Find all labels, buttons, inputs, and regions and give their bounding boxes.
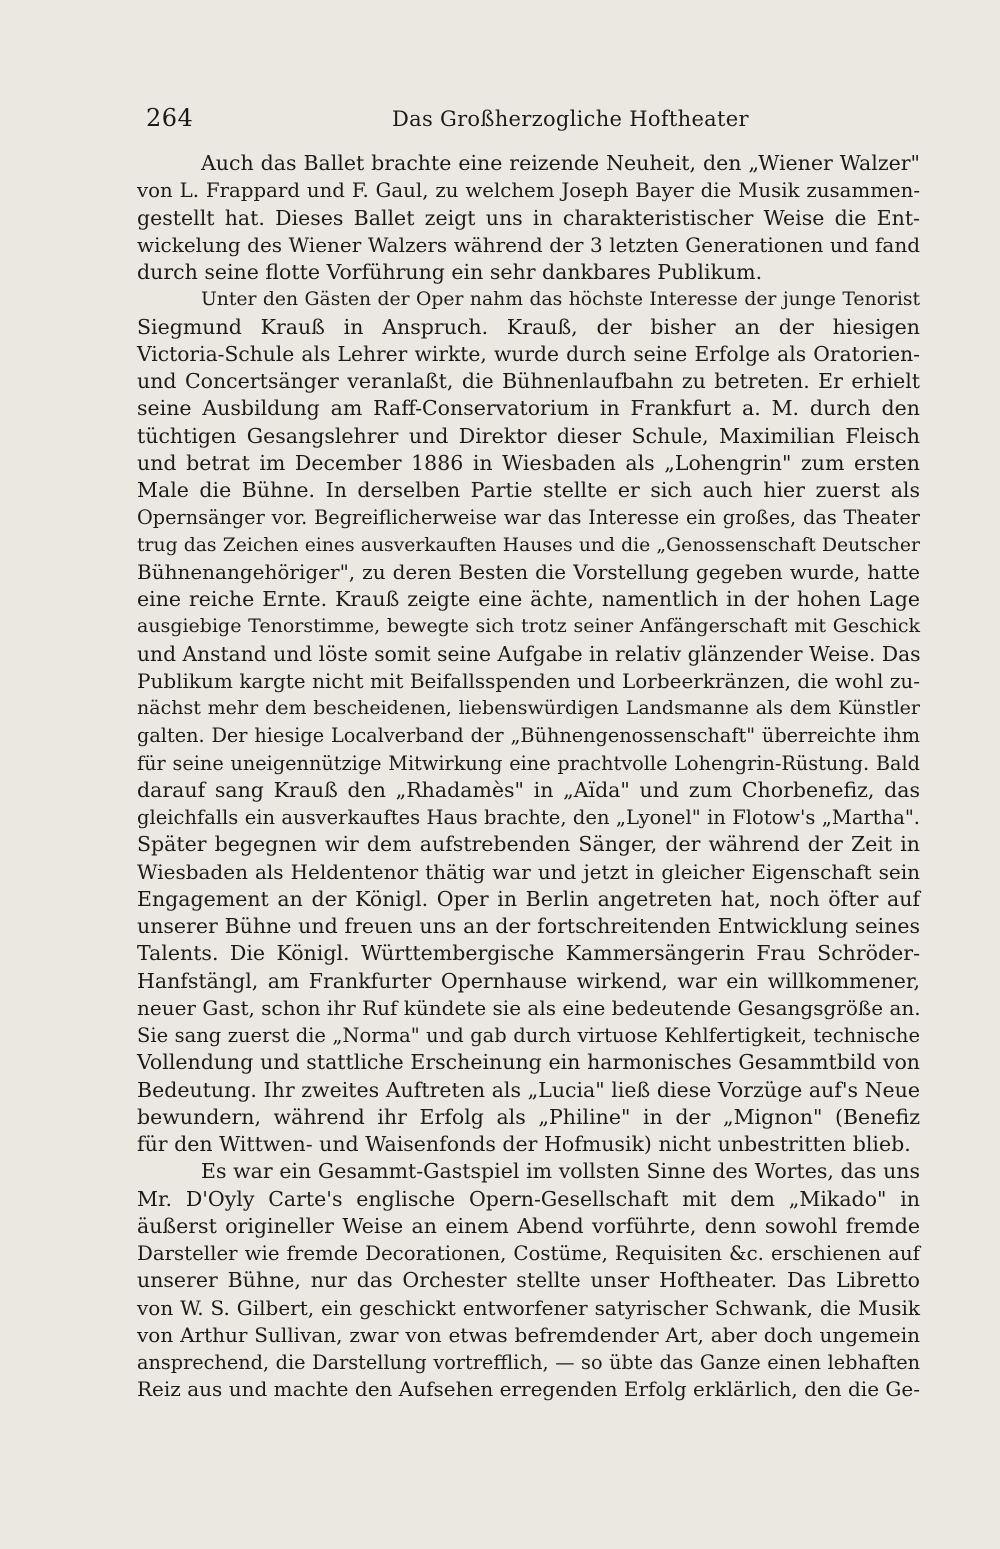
text-line: unserer Bühne und freuen uns an der fortschreitenden Entwicklung seines [137, 914, 920, 938]
page-number: 264 [146, 104, 194, 132]
text-line: für seine uneigennützige Mitwirkung eine prachtvolle Lohengrin-Rüstung. Bald [137, 751, 920, 775]
text-line: für den Wittwen- und Waisenfonds der Hofmusik) nicht unbestritten blieb. [137, 1132, 911, 1156]
text-line: nächst mehr dem bescheidenen, liebenswürdigen Landsmanne als dem Künstler [137, 697, 920, 719]
text-line: bewundern, während ihr Erfolg als „Philine" in der „Mignon" (Benefiz [137, 1104, 920, 1129]
text-line: Wiesbaden als Heldentenor thätig war und jetzt in gleicher Eigenschaft sein [137, 859, 920, 884]
body-text [137, 150, 920, 1404]
text-line: wickelung des Wiener Walzers während der 3 letzten Generationen und fand [137, 232, 920, 257]
text-line: Reiz aus und machte den Aufsehen erregenden Erfolg erklärlich, den die Ge- [137, 1377, 920, 1402]
running-head [146, 104, 868, 140]
text-line: seine Ausbildung am Raff-Conservatorium in Frankfurt a. M. durch den [137, 396, 920, 421]
text-line: und Concertsänger veranlaßt, die Bühnenlaufbahn zu betreten. Er erhielt [137, 369, 920, 393]
text-line: Sie sang zuerst die „Norma" und gab durch virtuose Kehlfertigkeit, technische [137, 1024, 920, 1047]
text-line: Bedeutung. Ihr zweites Auftreten als „Lucia" ließ diese Vorzüge auf's Neue [137, 1077, 920, 1102]
text-line: ausgiebige Tenorstimme, bewegte sich trotz seiner Anfängerschaft mit Geschick [137, 615, 920, 638]
text-line: gestellt hat. Dieses Ballet zeigt uns in charakteristischer Weise die Ent- [137, 205, 920, 230]
text-line: galten. Der hiesige Localverband der „Bühnengenossenschaft" überreichte ihm [137, 724, 920, 748]
text-line: tüchtigen Gesangslehrer und Direktor dieser Schule, Maximilian Fleisch [137, 423, 920, 448]
text-line: Engagement an der Königl. Oper in Berlin angetreten hat, noch öfter auf [137, 886, 920, 911]
text-line: Male die Bühne. In derselben Partie stellte er sich auch hier zuerst als [137, 478, 920, 502]
text-line: Mr. D'Oyly Carte's englische Opern-Gesellschaft mit dem „Mikado" in [137, 1186, 920, 1211]
text-line: äußerst origineller Weise an einem Abend vorführte, denn sowohl fremde [137, 1213, 920, 1238]
text-line: und Anstand und löste somit seine Aufgabe in relativ glänzender Weise. Das [137, 641, 921, 666]
text-line: Unter den Gästen der Oper nahm das höchste Interesse der junge Tenorist [201, 289, 920, 311]
text-line: von Arthur Sullivan, zwar von etwas befremdender Art, aber doch ungemein [137, 1322, 920, 1347]
text-line: von L. Frappard und F. Gaul, zu welchem Joseph Bayer die Musik zusammen- [137, 179, 920, 203]
text-line: Siegmund Krauß in Anspruch. Krauß, der bisher an der hiesigen [137, 314, 920, 339]
text-line: Publikum kargte nicht mit Beifallsspenden und Lorbeerkränzen, die wohl zu- [137, 668, 920, 693]
text-line: Victoria-Schule als Lehrer wirkte, wurde durch seine Erfolge als Oratorien- [137, 341, 920, 366]
running-title: Das Großherzogliche Hoftheater [392, 107, 749, 131]
text-line: Talents. Die Königl. Württembergische Kammersängerin Frau Schröder- [137, 941, 920, 966]
text-line: neuer Gast, schon ihr Ruf kündete sie als eine bedeutende Gesangsgröße an. [137, 995, 921, 1020]
text-line: Bühnenangehöriger", zu deren Besten die Vorstellung gegeben wurde, hatte [137, 559, 920, 584]
text-line: von W. S. Gilbert, ein geschickt entworfener satyrischer Schwank, die Musik [137, 1295, 920, 1320]
text-line: Opernsänger vor. Begreiflicherweise war das Interesse ein großes, das Theater [137, 506, 920, 530]
text-line: darauf sang Krauß den „Rhadamès" in „Aïda" und zum Chorbenefiz, das [137, 777, 920, 802]
text-line: gleichfalls ein ausverkauftes Haus brachte, den „Lyonel" in Flotow's „Martha". [137, 806, 920, 829]
text-line: und betrat im December 1886 in Wiesbaden als „Lohengrin" zum ersten [137, 450, 920, 475]
text-line: eine reiche Ernte. Krauß zeigte eine ächte, namentlich in der hohen Lage [137, 587, 920, 611]
text-line: Es war ein Gesammt-Gastspiel im vollsten Sinne des Wortes, das uns [201, 1159, 920, 1184]
text-line: unserer Bühne, nur das Orchester stellte unser Hoftheater. Das Libretto [137, 1268, 920, 1293]
text-line: Hanfstängl, am Frankfurter Opernhause wirkend, war ein willkommener, [137, 968, 920, 993]
text-line: trug das Zeichen eines ausverkauften Hauses und die „Genossenschaft Deutscher [137, 534, 920, 556]
text-line: Darsteller wie fremde Decorationen, Costüme, Requisiten &c. erschienen auf [137, 1242, 920, 1265]
text-line: Später begegnen wir dem aufstrebenden Sänger, der während der Zeit in [137, 832, 920, 857]
text-line: durch seine flotte Vorführung ein sehr dankbares Publikum. [137, 260, 763, 284]
text-line: ansprechend, die Darstellung vortrefflich, — so übte das Ganze einen lebhaften [137, 1351, 920, 1374]
text-line: Vollendung und stattliche Erscheinung ein harmonisches Gesammtbild von [137, 1050, 920, 1075]
text-line: Auch das Ballet brachte eine reizende Neuheit, den „Wiener Walzer" [201, 151, 920, 175]
